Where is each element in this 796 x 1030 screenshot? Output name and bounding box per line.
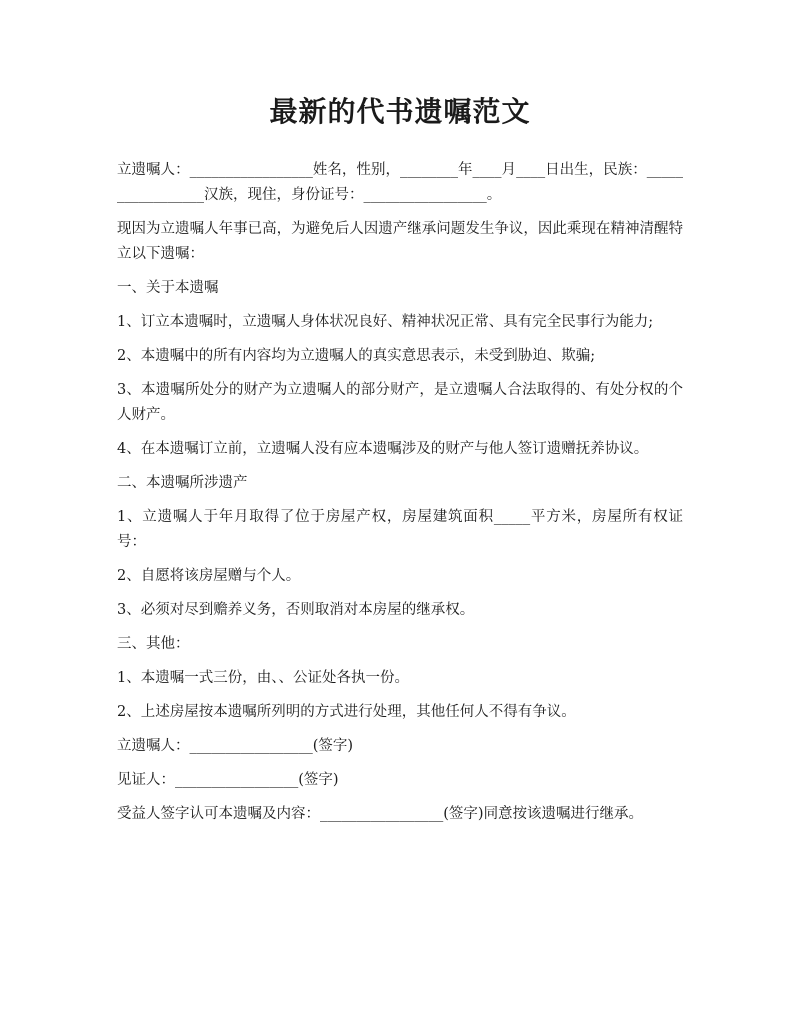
clause-1-2: 2、本遗嘱中的所有内容均为立遗嘱人的真实意思表示，未受到胁迫、欺骗; <box>117 348 596 364</box>
clause-1-1: 1、订立本遗嘱时，立遗嘱人身体状况良好、精神状况正常、具有完全民事行为能力; <box>117 314 654 330</box>
witness-signature-line: 见证人：_________________(签字) <box>117 772 339 788</box>
clause-2-3: 3、必须对尽到赡养义务，否则取消对本房屋的继承权。 <box>117 602 475 618</box>
beneficiary-signature-line: 受益人签字认可本遗嘱及内容：_________________(签字)同意按该遗嘱进行继承。 <box>117 806 644 822</box>
clause-3-2: 2、上述房屋按本遗嘱所列明的方式进行处理，其他任何人不得有争议。 <box>117 704 576 720</box>
section-heading-estate: 二、本遗嘱所涉遗产 <box>117 475 248 491</box>
document-title: 最新的代书遗嘱范文 <box>269 95 531 128</box>
clause-1-4: 4、在本遗嘱订立前，立遗嘱人没有应本遗嘱涉及的财产与他人签订遗赠抚养协议。 <box>117 441 649 457</box>
testator-info-paragraph: 立遗嘱人：_________________姓名，性别，________年____月____日出生，民族：_________________汉族，现住，身份证号：_________________。 <box>117 162 683 203</box>
section-heading-about-will: 一、关于本遗嘱 <box>117 280 219 296</box>
clause-3-1: 1、本遗嘱一式三份，由、、公证处各执一份。 <box>117 670 409 686</box>
preamble-paragraph: 现因为立遗嘱人年事已高，为避免后人因遗产继承问题发生争议，因此乘现在精神清醒特立以下遗嘱： <box>117 221 683 262</box>
section-heading-other: 三、其他： <box>117 636 190 652</box>
clause-2-1: 1、立遗嘱人于年月取得了位于房屋产权，房屋建筑面积_____平方米，房屋所有权证号： <box>117 509 683 550</box>
document-page <box>117 92 683 836</box>
testator-signature-line: 立遗嘱人：_________________(签字) <box>117 738 354 754</box>
clause-1-3: 3、本遗嘱所处分的财产为立遗嘱人的部分财产，是立遗嘱人合法取得的、有处分权的个人财产。 <box>117 382 683 423</box>
clause-2-2: 2、自愿将该房屋赠与个人。 <box>117 568 301 584</box>
